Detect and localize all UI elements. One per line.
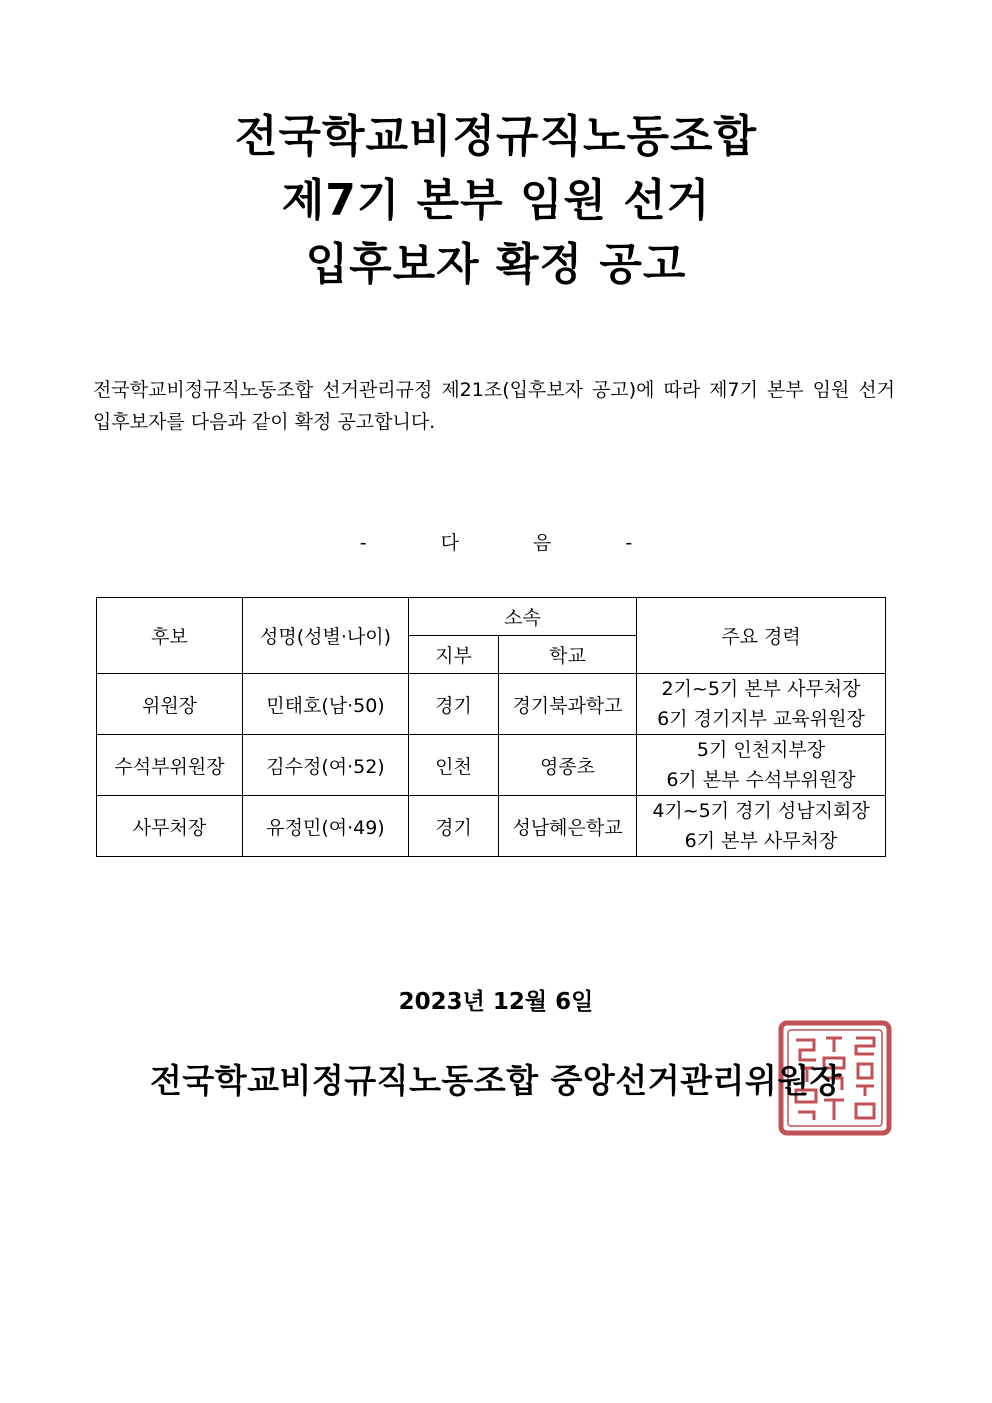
table-row (97, 674, 886, 735)
cell-branch: 경기 (409, 796, 499, 857)
cell-school: 성남혜은학교 (499, 796, 637, 857)
cell-name: 김수정(여·52) (243, 735, 409, 796)
announcement-date: 2023년 12월 6일 (398, 989, 594, 1015)
header-affiliation: 소속 (409, 598, 637, 636)
cell-position: 사무처장 (97, 796, 243, 857)
career-line: 5기 인천지부장 (696, 739, 826, 761)
cell-career (637, 735, 886, 796)
title-line-3: 입후보자 확정 공고 (305, 239, 687, 290)
career-line: 4기~5기 경기 성남지회장 (652, 800, 870, 822)
cell-branch: 경기 (409, 674, 499, 735)
intro-line-1: 전국학교비정규직노동조합 선거관리규정 제21조(입후보자 공고)에 따라 제7기 본부 임원 선거 (93, 379, 895, 401)
table-header-row (97, 598, 886, 636)
cell-position: 수석부위원장 (97, 735, 243, 796)
title-line-2: 제7기 본부 임원 선거 (281, 175, 711, 226)
header-branch: 지부 (409, 636, 499, 674)
header-name: 성명(성별·나이) (243, 598, 409, 674)
intro-line-2: 입후보자를 다음과 같이 확정 공고합니다. (93, 411, 436, 433)
career-line: 6기 경기지부 교육위원장 (657, 708, 865, 730)
cell-career (637, 796, 886, 857)
header-candidate: 후보 (97, 598, 243, 674)
cell-career (637, 674, 886, 735)
intro-paragraph (93, 374, 895, 438)
table-row (97, 735, 886, 796)
table-row (97, 796, 886, 857)
cell-position: 위원장 (97, 674, 243, 735)
header-school: 학교 (499, 636, 637, 674)
career-line: 6기 본부 수석부위원장 (666, 769, 856, 791)
cell-school: 경기북과학고 (499, 674, 637, 735)
career-line: 2기~5기 본부 사무처장 (661, 678, 861, 700)
candidates-table (96, 597, 886, 857)
career-line: 6기 본부 사무처장 (684, 830, 838, 852)
cell-name: 민태호(남·50) (243, 674, 409, 735)
cell-school: 영종초 (499, 735, 637, 796)
document-title (0, 105, 992, 297)
header-career: 주요 경력 (637, 598, 886, 674)
cell-branch: 인천 (409, 735, 499, 796)
next-heading: - 다 음 - (359, 532, 667, 554)
title-line-1: 전국학교비정규직노동조합 (234, 111, 758, 162)
cell-name: 유정민(여·49) (243, 796, 409, 857)
issuer-name: 전국학교비정규직노동조합 중앙선거관리위원장 (150, 1061, 842, 1100)
